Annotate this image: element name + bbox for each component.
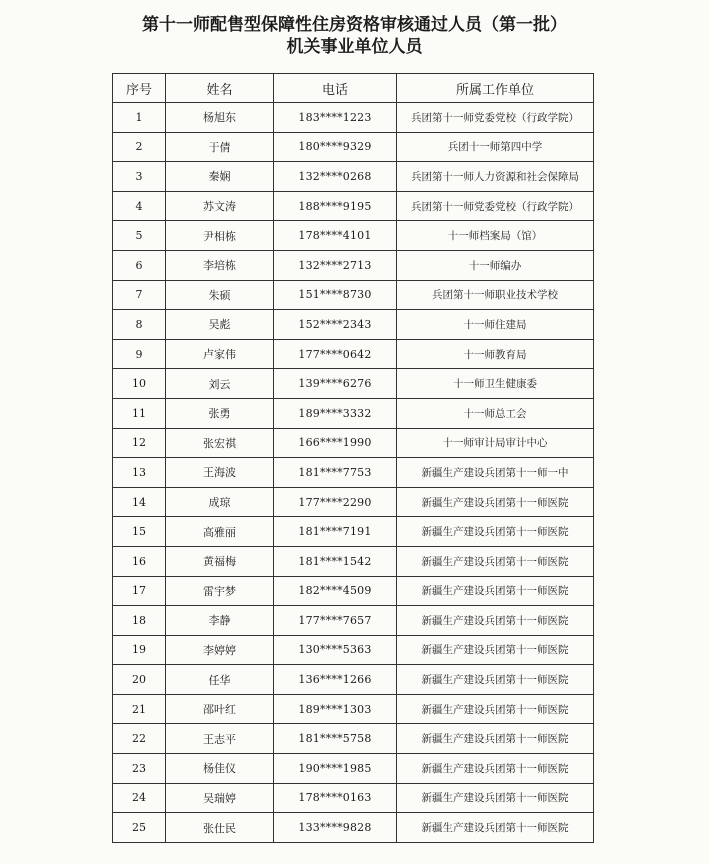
table-row [113,132,594,162]
cell-unit: 新疆生产建设兵团第十一师医院 [397,694,594,724]
cell-unit: 十一师总工会 [397,398,594,428]
cell-name: 杨佳仪 [166,754,274,784]
cell-unit: 新疆生产建设兵团第十一师医院 [397,754,594,784]
cell-unit: 兵团第十一师党委党校（行政学院） [397,191,594,221]
cell-index: 22 [113,724,166,754]
cell-index: 3 [113,162,166,192]
cell-index: 14 [113,487,166,517]
cell-index: 24 [113,783,166,813]
table-row [113,280,594,310]
cell-name: 王海波 [166,458,274,488]
table-row [113,339,594,369]
cell-phone: 130****5363 [274,635,397,665]
cell-name: 李婷婷 [166,635,274,665]
table-row [113,517,594,547]
cell-name: 吴瑞婷 [166,783,274,813]
cell-phone: 177****0642 [274,339,397,369]
cell-index: 7 [113,280,166,310]
cell-unit: 新疆生产建设兵团第十一师医院 [397,546,594,576]
cell-unit: 十一师卫生健康委 [397,369,594,399]
table-row [113,783,594,813]
cell-phone: 189****1303 [274,694,397,724]
cell-unit: 新疆生产建设兵团第十一师医院 [397,724,594,754]
cell-unit: 兵团第十一师职业技术学校 [397,280,594,310]
cell-index: 17 [113,576,166,606]
cell-phone: 181****1542 [274,546,397,576]
table-row [113,369,594,399]
title-line-2: 机关事业单位人员 [286,37,423,57]
table-row [113,546,594,576]
cell-name: 苏文涛 [166,191,274,221]
cell-name: 张宏祺 [166,428,274,458]
cell-index: 8 [113,310,166,340]
cell-index: 9 [113,339,166,369]
cell-phone: 166****1990 [274,428,397,458]
table-row [113,576,594,606]
cell-phone: 132****0268 [274,162,397,192]
cell-index: 12 [113,428,166,458]
table-row [113,310,594,340]
cell-name: 李静 [166,606,274,636]
cell-phone: 190****1985 [274,754,397,784]
cell-name: 朱硕 [166,280,274,310]
cell-unit: 新疆生产建设兵团第十一师医院 [397,487,594,517]
table-row [113,487,594,517]
cell-name: 王志平 [166,724,274,754]
table-row [113,694,594,724]
cell-phone: 181****7753 [274,458,397,488]
cell-name: 高雅丽 [166,517,274,547]
cell-name: 尹相栋 [166,221,274,251]
table-row [113,665,594,695]
table-body [113,103,594,843]
cell-phone: 188****9195 [274,191,397,221]
cell-phone: 189****3332 [274,398,397,428]
header-index: 序号 [113,74,166,103]
cell-unit: 兵团第十一师人力资源和社会保障局 [397,162,594,192]
cell-index: 20 [113,665,166,695]
cell-index: 13 [113,458,166,488]
cell-unit: 十一师教育局 [397,339,594,369]
cell-index: 15 [113,517,166,547]
cell-name: 雷宇梦 [166,576,274,606]
header-name: 姓名 [166,74,274,103]
cell-phone: 177****2290 [274,487,397,517]
cell-unit: 新疆生产建设兵团第十一师医院 [397,517,594,547]
cell-unit: 新疆生产建设兵团第十一师医院 [397,576,594,606]
cell-index: 2 [113,132,166,162]
table-row [113,250,594,280]
cell-unit: 兵团十一师第四中学 [397,132,594,162]
cell-unit: 兵团第十一师党委党校（行政学院） [397,103,594,133]
table-row [113,606,594,636]
header-phone: 电话 [274,74,397,103]
cell-unit: 新疆生产建设兵团第十一师医院 [397,783,594,813]
cell-name: 成琼 [166,487,274,517]
table-row [113,724,594,754]
personnel-table [112,73,594,843]
cell-unit: 新疆生产建设兵团第十一师医院 [397,813,594,843]
cell-phone: 151****8730 [274,280,397,310]
cell-unit: 十一师审计局审计中心 [397,428,594,458]
cell-phone: 181****5758 [274,724,397,754]
cell-index: 19 [113,635,166,665]
table-header-row [113,74,594,103]
cell-phone: 181****7191 [274,517,397,547]
table-row [113,221,594,251]
cell-phone: 183****1223 [274,103,397,133]
table-row [113,428,594,458]
cell-index: 21 [113,694,166,724]
table-row [113,458,594,488]
cell-name: 吴彪 [166,310,274,340]
cell-phone: 139****6276 [274,369,397,399]
cell-phone: 136****1266 [274,665,397,695]
cell-name: 任华 [166,665,274,695]
cell-index: 23 [113,754,166,784]
cell-name: 秦娴 [166,162,274,192]
cell-name: 杨旭东 [166,103,274,133]
cell-index: 4 [113,191,166,221]
table-row [113,162,594,192]
cell-name: 张仕民 [166,813,274,843]
cell-unit: 新疆生产建设兵团第十一师医院 [397,665,594,695]
cell-unit: 十一师档案局（馆） [397,221,594,251]
table-row [113,635,594,665]
cell-phone: 152****2343 [274,310,397,340]
table-row [113,813,594,843]
table-row [113,191,594,221]
cell-index: 10 [113,369,166,399]
cell-name: 张勇 [166,398,274,428]
cell-index: 5 [113,221,166,251]
cell-unit: 新疆生产建设兵团第十一师一中 [397,458,594,488]
cell-phone: 180****9329 [274,132,397,162]
cell-name: 黄福梅 [166,546,274,576]
cell-name: 卢家伟 [166,339,274,369]
cell-index: 16 [113,546,166,576]
cell-phone: 178****0163 [274,783,397,813]
cell-phone: 178****4101 [274,221,397,251]
table-row [113,398,594,428]
cell-index: 11 [113,398,166,428]
document-title [0,14,709,58]
cell-phone: 177****7657 [274,606,397,636]
title-line-1: 第十一师配售型保障性住房资格审核通过人员（第一批） [142,15,567,35]
cell-unit: 十一师住建局 [397,310,594,340]
cell-index: 1 [113,103,166,133]
cell-name: 李培栋 [166,250,274,280]
cell-phone: 182****4509 [274,576,397,606]
cell-index: 18 [113,606,166,636]
cell-unit: 新疆生产建设兵团第十一师医院 [397,635,594,665]
table-row [113,103,594,133]
cell-index: 6 [113,250,166,280]
cell-unit: 新疆生产建设兵团第十一师医院 [397,606,594,636]
cell-name: 于倩 [166,132,274,162]
cell-index: 25 [113,813,166,843]
cell-name: 刘云 [166,369,274,399]
cell-unit: 十一师编办 [397,250,594,280]
cell-phone: 133****9828 [274,813,397,843]
table-row [113,754,594,784]
cell-name: 邵叶红 [166,694,274,724]
header-unit: 所属工作单位 [397,74,594,103]
cell-phone: 132****2713 [274,250,397,280]
